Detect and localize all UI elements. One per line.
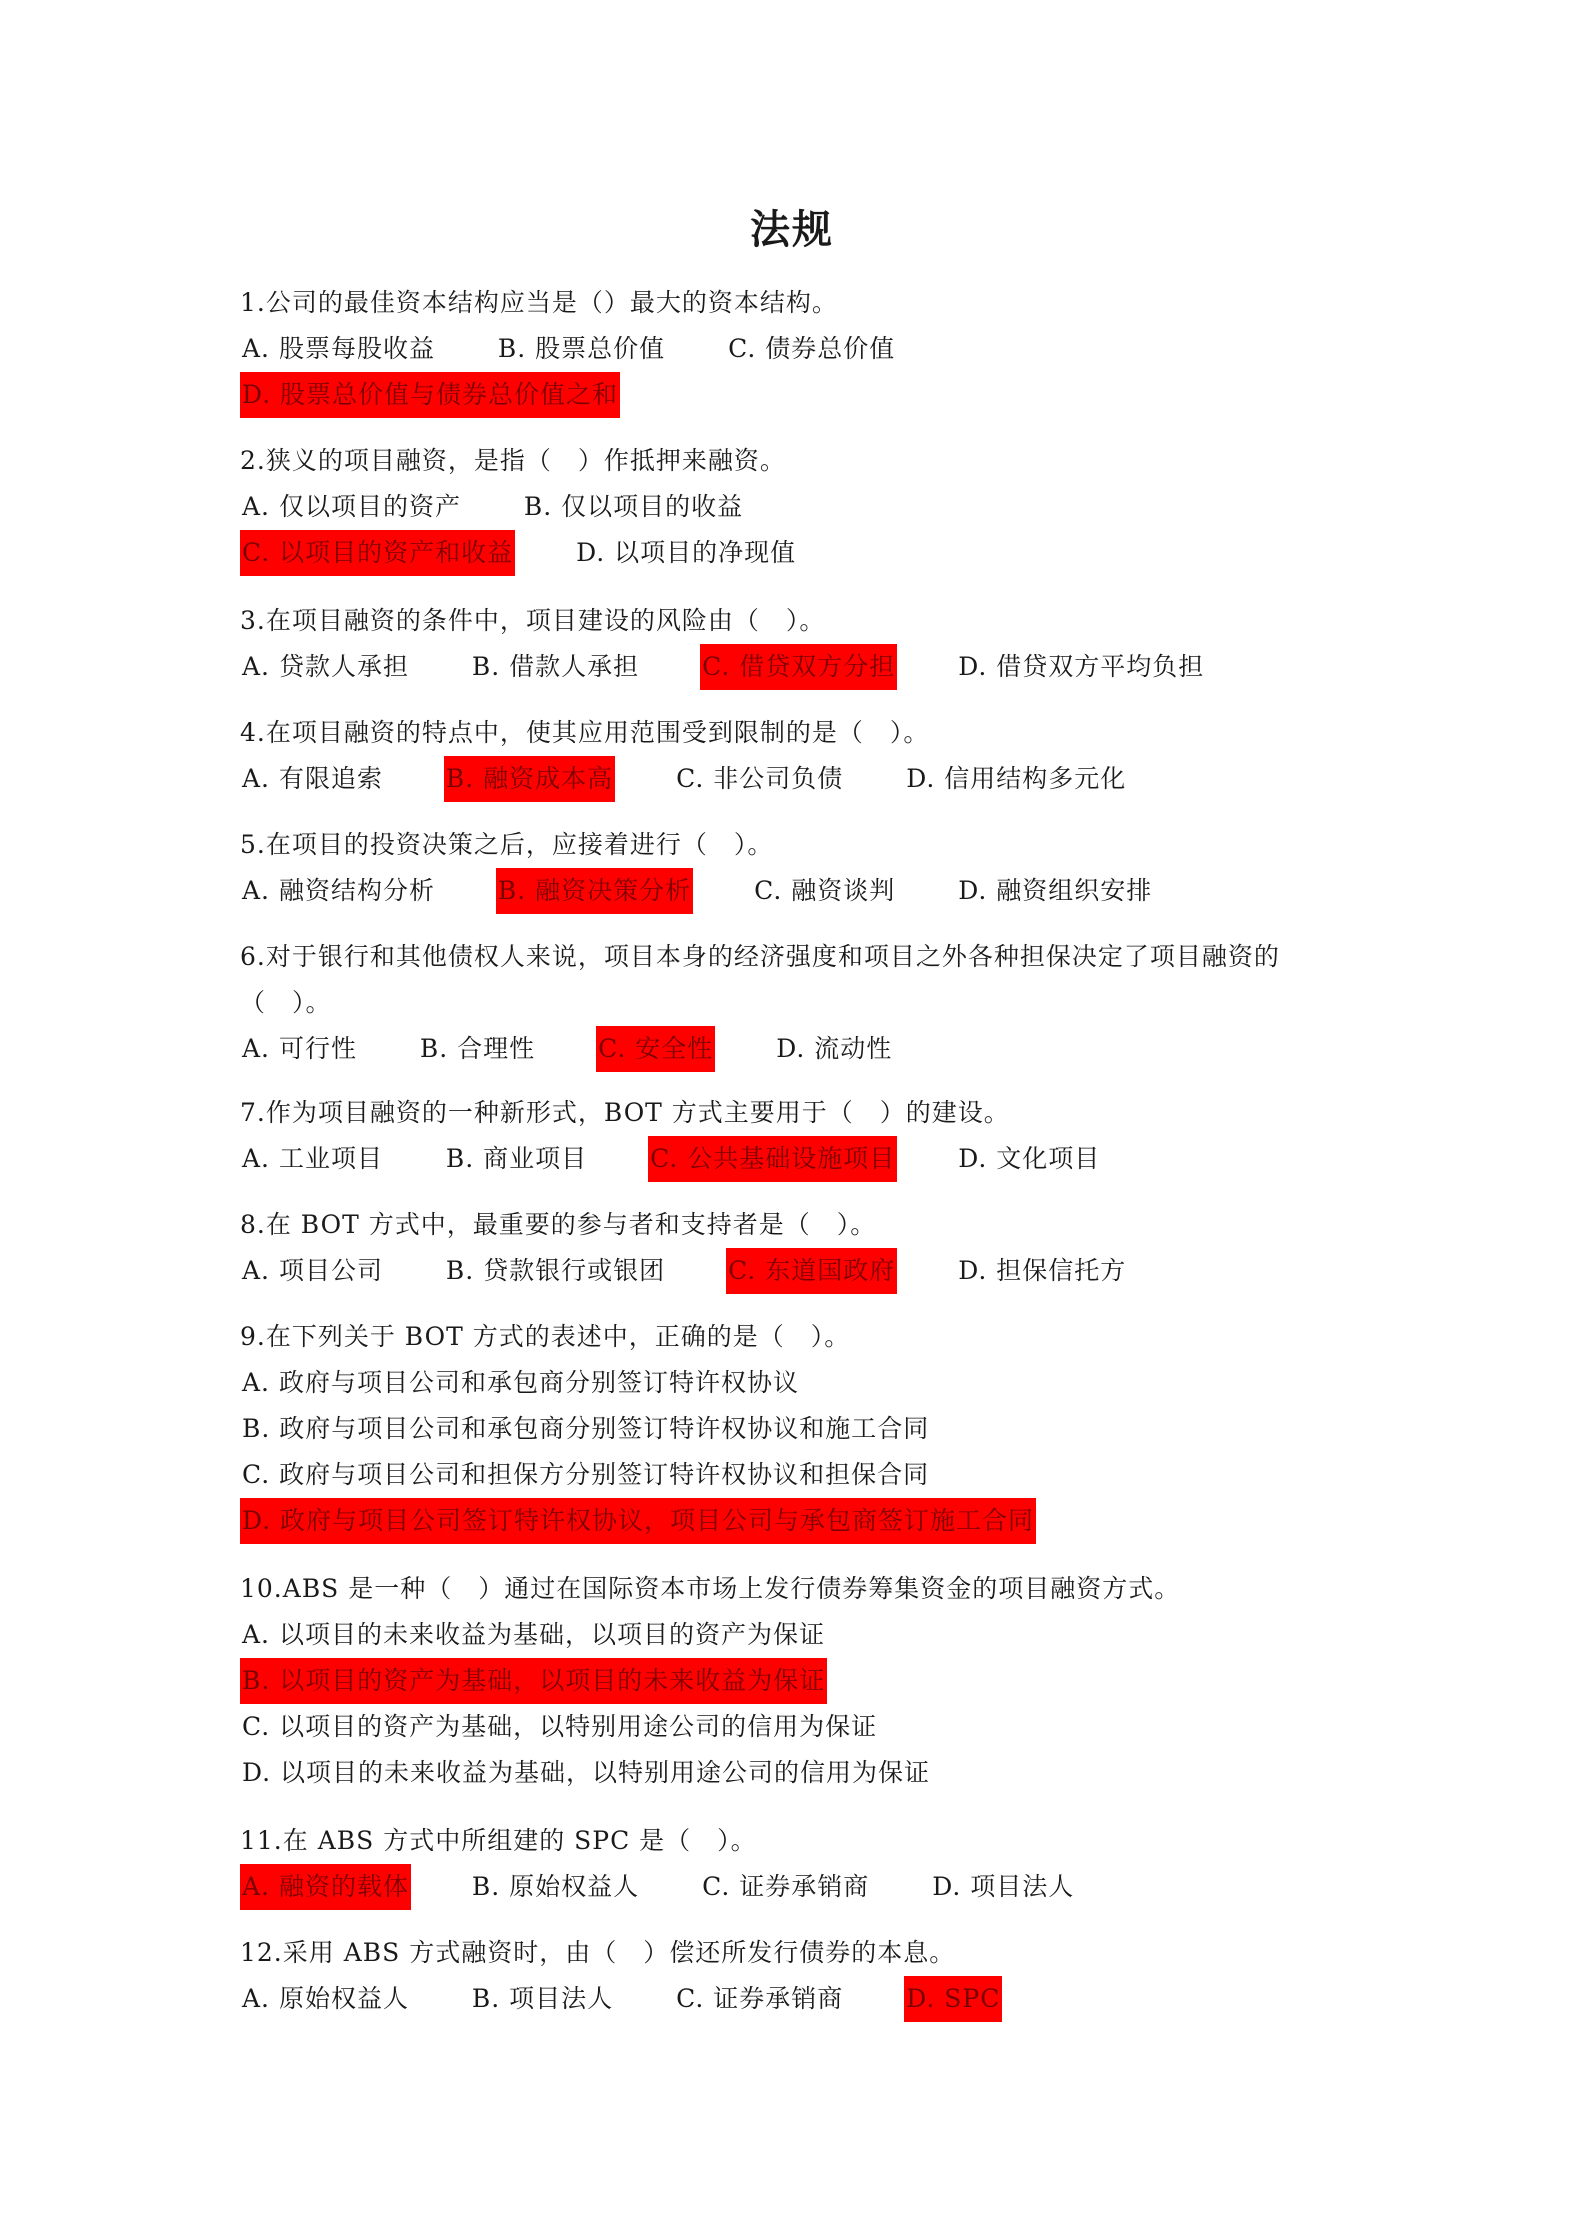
- options-row: [240, 1248, 1360, 1294]
- option-a: A. 原始权益人: [242, 1984, 409, 2013]
- question-stem: 8.在 BOT 方式中，最重要的参与者和支持者是（ ）。: [240, 1210, 877, 1239]
- option-a: A. 仅以项目的资产: [242, 492, 461, 521]
- question-stem: 2.狭义的项目融资，是指（ ）作抵押来融资。: [240, 446, 786, 475]
- option-d-highlighted: D. 股票总价值与债券总价值之和: [240, 372, 620, 418]
- option-d: D. 以项目的未来收益为基础，以特别用途公司的信用为保证: [242, 1758, 931, 1787]
- option-c-highlighted: C. 东道国政府: [726, 1248, 897, 1294]
- options-row: [240, 1136, 1360, 1182]
- question-block: [240, 1202, 1360, 1294]
- option-a: A. 股票每股收益: [242, 334, 435, 363]
- question-stem: 6.对于银行和其他债权人来说，项目本身的经济强度和项目之外各种担保决定了项目融资的（ ）。: [240, 942, 1280, 1017]
- option-a-highlighted: A. 融资的载体: [240, 1864, 411, 1910]
- option-b: B. 股票总价值: [497, 334, 666, 363]
- options-row: [240, 1976, 1360, 2022]
- option-a: A. 融资结构分析: [242, 876, 435, 905]
- option-d: D. 流动性: [776, 1034, 893, 1063]
- options-row: [240, 372, 1360, 418]
- options-row: [240, 644, 1360, 690]
- option-a: A. 项目公司: [242, 1256, 383, 1285]
- options-row: [240, 868, 1360, 914]
- question-stem: 4.在项目融资的特点中，使其应用范围受到限制的是（ ）。: [240, 718, 930, 747]
- question-block: [240, 1818, 1360, 1910]
- options-row: [240, 1750, 1360, 1796]
- question-block: [240, 438, 1360, 576]
- option-c: C. 证券承销商: [676, 1984, 844, 2013]
- option-b: B. 借款人承担: [471, 652, 640, 681]
- options-row: [240, 1704, 1360, 1750]
- option-d-highlighted: D. SPC: [904, 1976, 1002, 2022]
- option-c: C. 政府与项目公司和担保方分别签订特许权协议和担保合同: [242, 1460, 930, 1489]
- options-row: [240, 1360, 1360, 1406]
- question-stem: 12.采用 ABS 方式融资时，由（ ）偿还所发行债券的本息。: [240, 1938, 956, 1967]
- question-block: [240, 822, 1360, 914]
- option-d: D. 信用结构多元化: [906, 764, 1127, 793]
- option-b-highlighted: B. 融资决策分析: [496, 868, 693, 914]
- option-d: D. 借贷双方平均负担: [958, 652, 1205, 681]
- option-d-highlighted: D. 政府与项目公司签订特许权协议，项目公司与承包商签订施工合同: [240, 1498, 1036, 1544]
- option-b: B. 合理性: [419, 1034, 536, 1063]
- question-stem: 10.ABS 是一种（ ）通过在国际资本市场上发行债券筹集资金的项目融资方式。: [240, 1574, 1181, 1603]
- option-d: D. 融资组织安排: [958, 876, 1153, 905]
- option-d: D. 文化项目: [958, 1144, 1101, 1173]
- option-c: C. 以项目的资产为基础，以特别用途公司的信用为保证: [242, 1712, 878, 1741]
- option-a: A. 有限追索: [242, 764, 383, 793]
- option-b: B. 贷款银行或银团: [445, 1256, 666, 1285]
- question-stem: 9.在下列关于 BOT 方式的表述中，正确的是（ ）。: [240, 1322, 851, 1351]
- options-row: [240, 1864, 1360, 1910]
- question-block: [240, 1930, 1360, 2022]
- option-c-highlighted: C. 安全性: [596, 1026, 715, 1072]
- question-stem: 5.在项目的投资决策之后，应接着进行（ ）。: [240, 830, 774, 859]
- option-a: A. 贷款人承担: [242, 652, 409, 681]
- options-row: [240, 1498, 1360, 1544]
- question-block: [240, 1566, 1360, 1796]
- option-c: C. 非公司负债: [676, 764, 844, 793]
- option-a: A. 以项目的未来收益为基础，以项目的资产为保证: [242, 1620, 825, 1649]
- question-block: [240, 710, 1360, 802]
- options-row: [240, 756, 1360, 802]
- options-row: [240, 326, 1360, 372]
- option-b: B. 项目法人: [471, 1984, 614, 2013]
- options-row: [240, 484, 1360, 530]
- option-c-highlighted: C. 借贷双方分担: [700, 644, 897, 690]
- option-c-highlighted: C. 以项目的资产和收益: [240, 530, 515, 576]
- options-row: [240, 1026, 1360, 1072]
- option-a: A. 工业项目: [242, 1144, 383, 1173]
- question-stem: 11.在 ABS 方式中所组建的 SPC 是（ ）。: [240, 1826, 757, 1855]
- option-b-highlighted: B. 以项目的资产为基础，以项目的未来收益为保证: [240, 1658, 827, 1704]
- option-c-highlighted: C. 公共基础设施项目: [648, 1136, 897, 1182]
- question-stem: 1.公司的最佳资本结构应当是（）最大的资本结构。: [240, 288, 838, 317]
- question-block: [240, 280, 1360, 418]
- option-d: D. 项目法人: [932, 1872, 1075, 1901]
- question-block: [240, 598, 1360, 690]
- option-c: C. 融资谈判: [754, 876, 896, 905]
- page-title: 法规: [750, 206, 834, 253]
- options-row: [240, 1612, 1360, 1658]
- option-b: B. 商业项目: [445, 1144, 588, 1173]
- option-b: B. 仅以项目的收益: [523, 492, 744, 521]
- question-stem: 3.在项目融资的条件中，项目建设的风险由（ ）。: [240, 606, 826, 635]
- option-c: C. 债券总价值: [728, 334, 896, 363]
- option-d: D. 以项目的净现值: [576, 538, 797, 567]
- options-row: [240, 1406, 1360, 1452]
- option-a: A. 可行性: [242, 1034, 357, 1063]
- question-block: [240, 1314, 1360, 1544]
- option-a: A. 政府与项目公司和承包商分别签订特许权协议: [242, 1368, 799, 1397]
- options-row: [240, 1452, 1360, 1498]
- options-row: [240, 530, 1360, 576]
- option-b-highlighted: B. 融资成本高: [444, 756, 615, 802]
- options-row: [240, 1658, 1360, 1704]
- question-stem: 7.作为项目融资的一种新形式，BOT 方式主要用于（ ）的建设。: [240, 1098, 1010, 1127]
- option-d: D. 担保信托方: [958, 1256, 1127, 1285]
- question-block: [240, 1090, 1360, 1182]
- option-b: B. 政府与项目公司和承包商分别签订特许权协议和施工合同: [242, 1414, 930, 1443]
- option-b: B. 原始权益人: [471, 1872, 640, 1901]
- question-block: [240, 934, 1360, 1072]
- option-c: C. 证券承销商: [702, 1872, 870, 1901]
